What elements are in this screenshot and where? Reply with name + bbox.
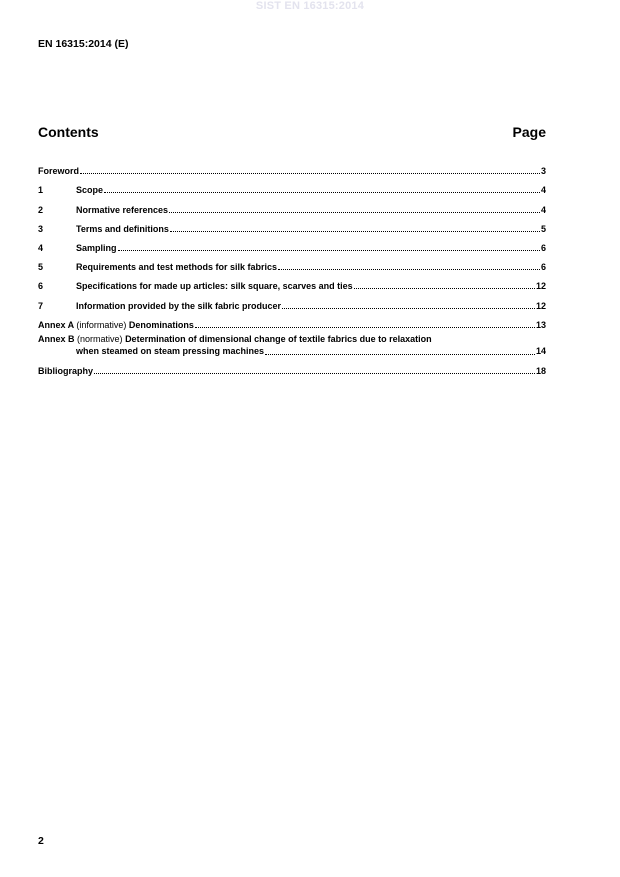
toc-entry-bibliography[interactable] — [38, 357, 546, 376]
dot-leader — [80, 173, 540, 174]
toc-entry-title: Bibliography — [38, 365, 94, 376]
toc-entry-scope[interactable] — [38, 176, 546, 195]
toc-entry-title — [38, 320, 194, 330]
toc-entry-sampling[interactable] — [38, 234, 546, 253]
toc-entry-title: Foreword — [38, 166, 80, 177]
toc-entry-number: 1 — [38, 185, 44, 196]
toc-entry-page: 12 — [535, 281, 546, 292]
toc-entry-annex-b[interactable] — [38, 330, 546, 357]
annex-type: (informative) — [76, 319, 127, 330]
dot-leader — [169, 212, 540, 213]
dot-leader — [104, 192, 540, 193]
dot-leader — [282, 308, 535, 309]
toc-entry-page: 5 — [540, 223, 546, 234]
toc-entry-normative-references[interactable] — [38, 195, 546, 214]
table-of-contents — [38, 157, 546, 376]
toc-entry-page: 6 — [540, 242, 546, 253]
dot-leader — [195, 327, 535, 328]
toc-entry-title: Normative references — [76, 204, 169, 215]
annex-label: Annex B — [38, 333, 75, 344]
annex-label: Annex A — [38, 319, 74, 330]
toc-entry-title: Information provided by the silk fabric producer — [76, 300, 282, 311]
toc-entry-page: 14 — [535, 345, 546, 356]
annex-title-line1: Determination of dimensional change of textile fabrics due to relaxation — [125, 333, 432, 344]
toc-entry-page: 13 — [535, 319, 546, 330]
toc-entry-information-provided[interactable] — [38, 291, 546, 310]
toc-entry-number: 4 — [38, 242, 44, 253]
annex-type: (normative) — [77, 333, 123, 344]
annex-title-line2: when steamed on steam pressing machines — [76, 345, 265, 356]
toc-entry-annex-a[interactable] — [38, 311, 546, 330]
toc-entry-page: 3 — [540, 166, 546, 177]
toc-entry-title: Requirements and test methods for silk fabrics — [76, 262, 278, 273]
page-number: 2 — [38, 835, 44, 847]
toc-entry-terms-and-definitions[interactable] — [38, 215, 546, 234]
contents-heading — [38, 124, 546, 140]
toc-entry-page: 4 — [540, 204, 546, 215]
dot-leader — [265, 354, 535, 355]
toc-entry-specifications[interactable] — [38, 272, 546, 291]
watermark: SIST EN 16315:2014 — [255, 0, 365, 12]
dot-leader — [354, 288, 535, 289]
dot-leader — [118, 250, 540, 251]
toc-entry-number: 2 — [38, 204, 44, 215]
dot-leader — [278, 269, 540, 270]
toc-entry-title: Scope — [76, 185, 104, 196]
toc-entry-number: 5 — [38, 262, 44, 273]
toc-entry-page: 6 — [540, 262, 546, 273]
toc-entry-title: Specifications for made up articles: silk square, scarves and ties — [76, 281, 353, 292]
toc-entry-page: 12 — [535, 300, 546, 311]
toc-entry-requirements[interactable] — [38, 253, 546, 272]
annex-b-first-line — [38, 333, 546, 345]
toc-entry-number: 3 — [38, 223, 44, 234]
toc-entry-page: 4 — [540, 185, 546, 196]
page-column-label: Page — [512, 124, 546, 140]
toc-entry-foreword[interactable] — [38, 157, 546, 176]
toc-entry-title: Terms and definitions — [76, 223, 169, 234]
annex-title: Denominations — [128, 319, 194, 330]
contents-title: Contents — [38, 124, 99, 140]
document-identifier: EN 16315:2014 (E) — [38, 38, 129, 50]
toc-entry-number: 7 — [38, 300, 44, 311]
toc-entry-page: 18 — [535, 365, 546, 376]
dot-leader — [94, 373, 535, 374]
annex-b-second-line — [38, 345, 546, 357]
toc-entry-number: 6 — [38, 281, 44, 292]
toc-entry-title: Sampling — [76, 242, 117, 253]
dot-leader — [170, 231, 540, 232]
